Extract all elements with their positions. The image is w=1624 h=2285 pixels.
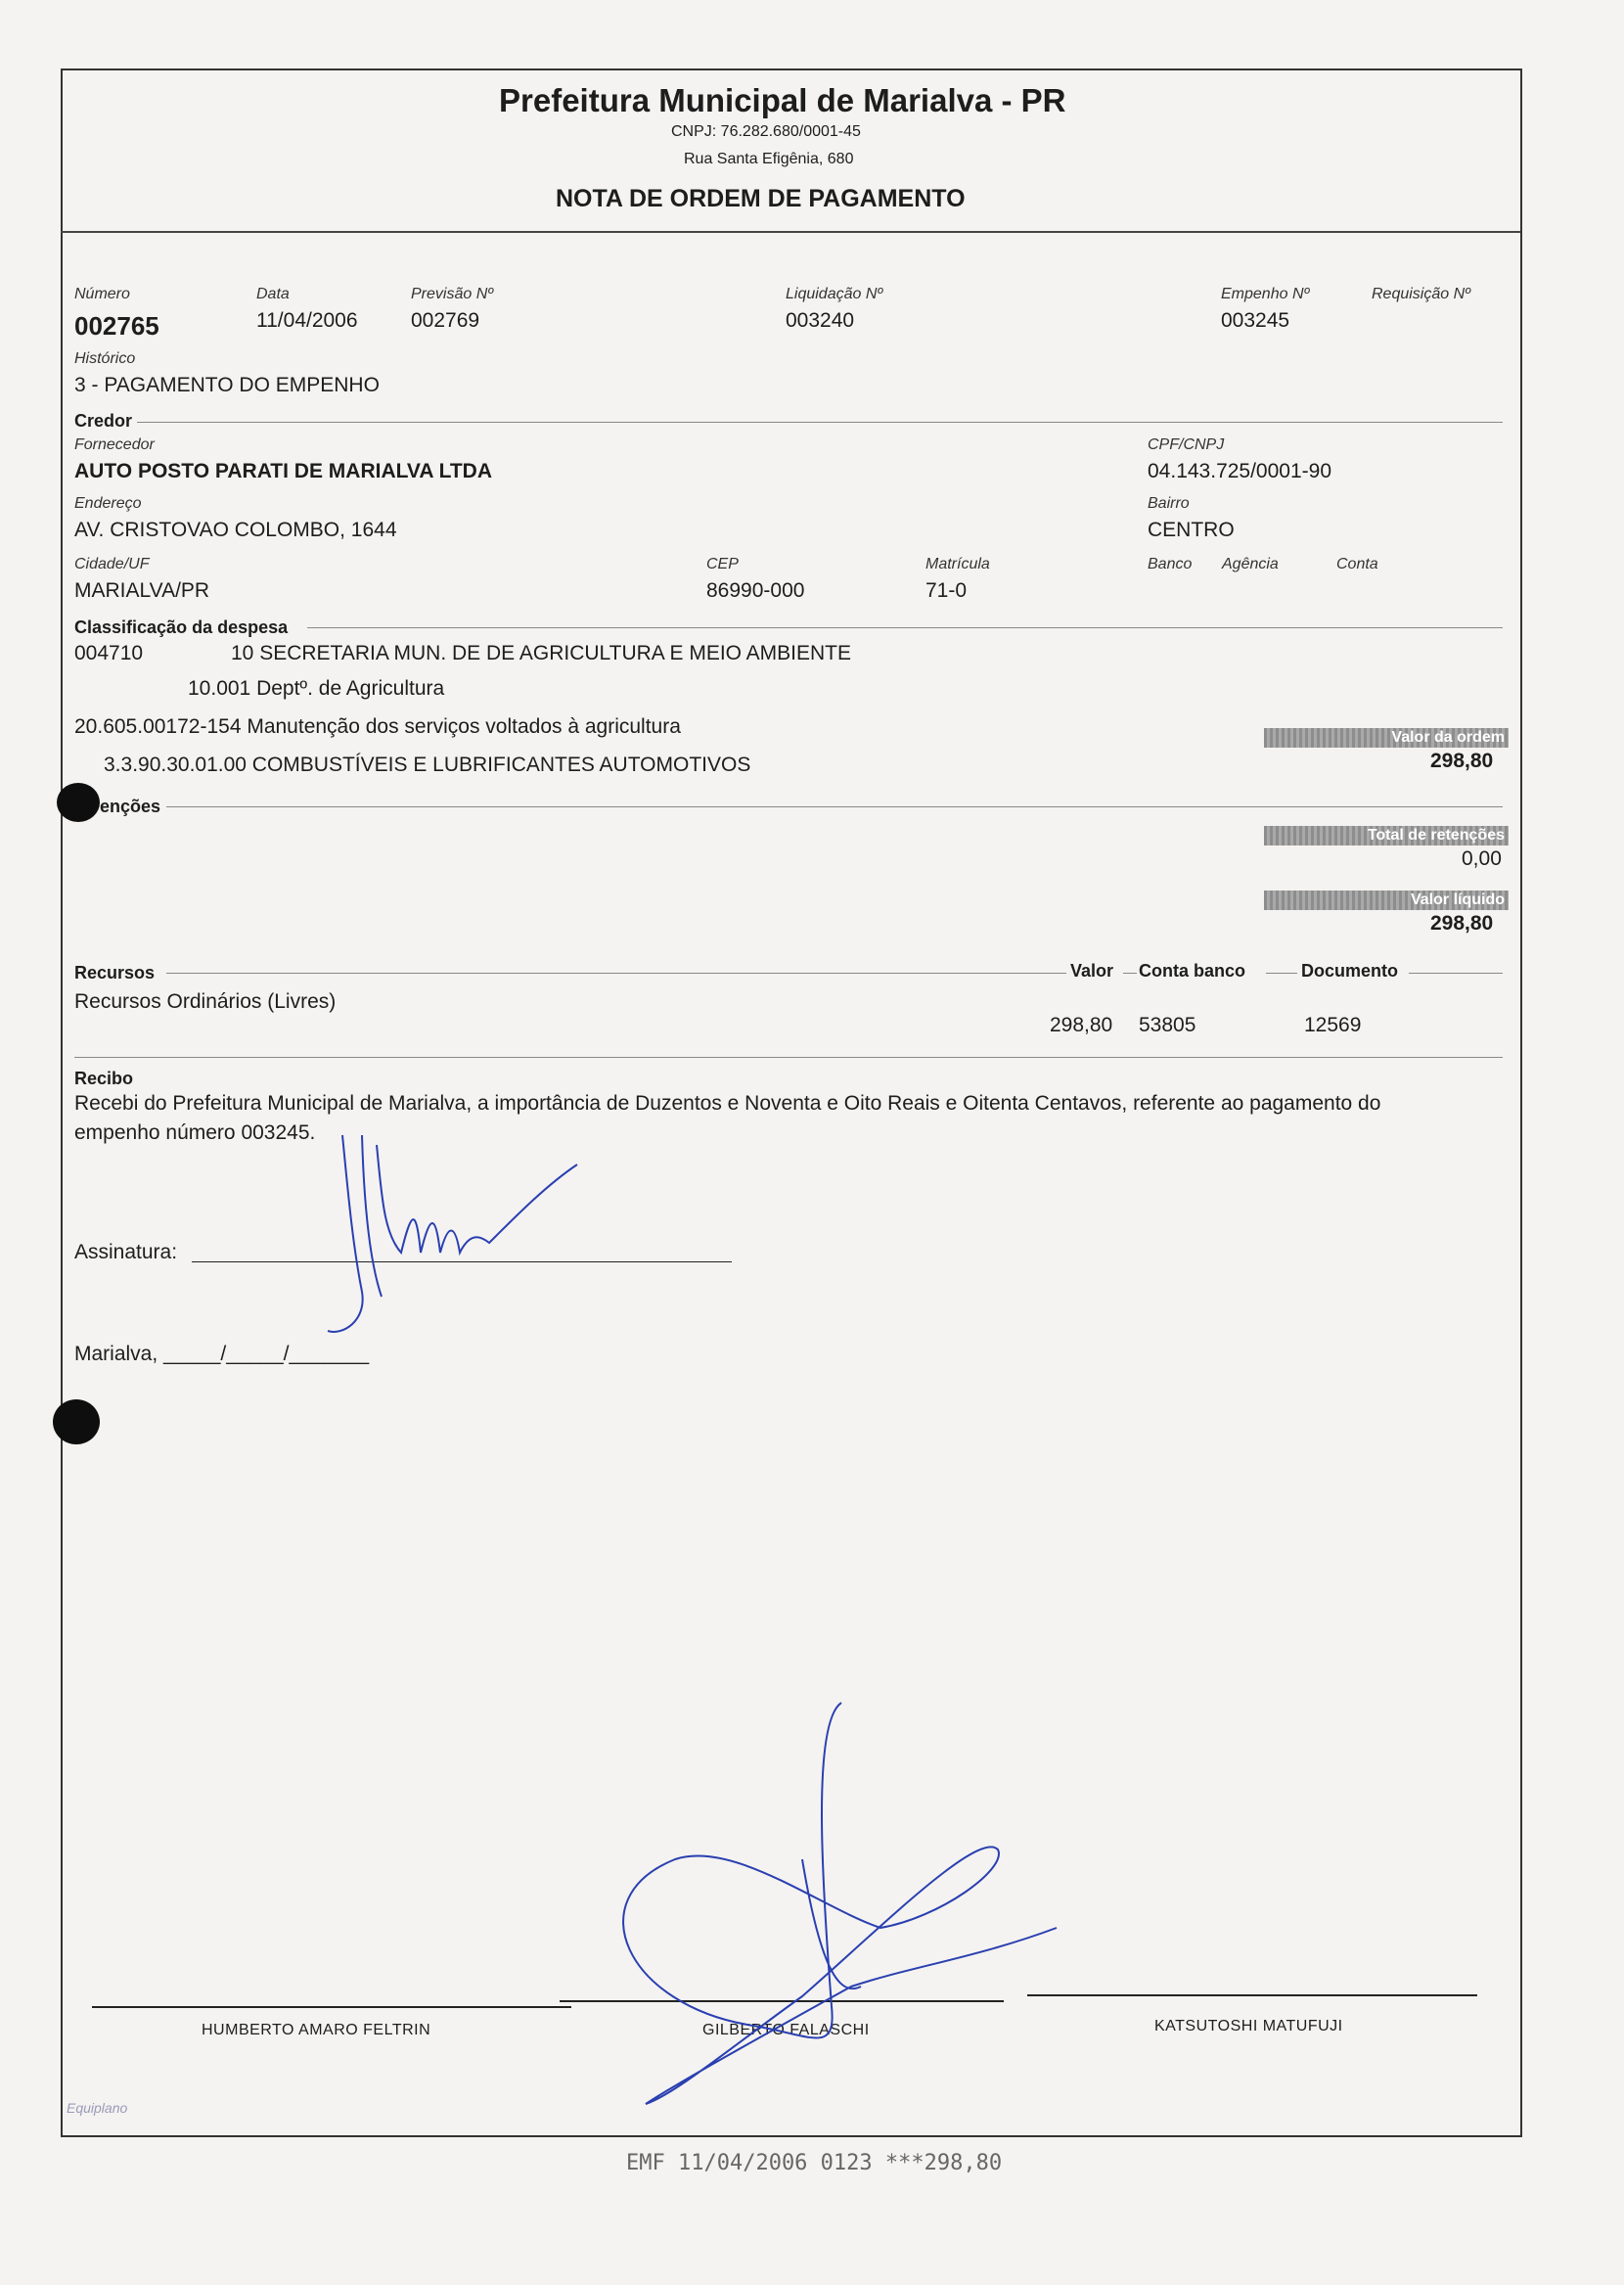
recursos-bottom-rule	[74, 1057, 1503, 1058]
valor-ordem-label: Valor da ordem	[1264, 728, 1509, 748]
numero-label: Número	[74, 286, 130, 302]
document-title: NOTA DE ORDEM DE PAGAMENTO	[556, 185, 966, 212]
cidade-label: Cidade/UF	[74, 556, 150, 572]
retencoes-rule	[166, 806, 1503, 807]
municipality-title: Prefeitura Municipal de Marialva - PR	[499, 82, 1066, 118]
historico-value: 3 - PAGAMENTO DO EMPENHO	[74, 374, 380, 396]
signatory-center: GILBERTO FALASCHI	[702, 2022, 870, 2038]
total-retencoes-label: Total de retenções	[1264, 826, 1509, 845]
header-divider	[61, 231, 1520, 233]
classificacao-line1: 10 SECRETARIA MUN. DE DE AGRICULTURA E MEIO AMBIENTE	[231, 642, 852, 664]
agencia-label: Agência	[1222, 556, 1279, 572]
ink-blot-bottom	[53, 1399, 100, 1444]
cpf-cnpj-label: CPF/CNPJ	[1148, 436, 1225, 453]
retencoes-section-title: enções	[100, 797, 161, 816]
classificacao-code: 004710	[74, 642, 144, 664]
liquidacao-label: Liquidação Nº	[786, 286, 883, 302]
classificacao-line4: 3.3.90.30.01.00 COMBUSTÍVEIS E LUBRIFICANTES AUTOMOTIVOS	[104, 754, 751, 776]
signatory-right: KATSUTOSHI MATUFUJI	[1154, 2018, 1343, 2034]
matricula-value: 71-0	[925, 579, 968, 602]
cep-value: 86990-000	[706, 579, 805, 602]
recursos-conta-header: Conta banco	[1139, 961, 1246, 981]
address-text: Rua Santa Efigênia, 680	[684, 151, 854, 167]
requisicao-label: Requisição Nº	[1372, 286, 1470, 302]
ink-blot-top	[57, 783, 100, 822]
recibo-text-line1: Recebi do Prefeitura Municipal de Marialva, a importância de Duzentos e Noventa e Oito Reais e Oitenta Centavos, referente ao pagamento do	[74, 1092, 1381, 1115]
conta-label: Conta	[1336, 556, 1378, 572]
signature-line-left	[92, 2006, 571, 2008]
recursos-documento-header: Documento	[1301, 961, 1398, 981]
cep-label: CEP	[706, 556, 739, 572]
recursos-valor-header: Valor	[1070, 961, 1114, 981]
cpf-cnpj-value: 04.143.725/0001-90	[1148, 460, 1332, 482]
bairro-value: CENTRO	[1148, 519, 1235, 541]
banco-label: Banco	[1148, 556, 1193, 572]
recursos-rule-4	[1409, 973, 1503, 974]
total-retencoes-value: 0,00	[1462, 847, 1502, 870]
classificacao-line3: 20.605.00172-154 Manutenção dos serviços voltados à agricultura	[74, 715, 681, 738]
recibo-text-line2: empenho número 003245.	[74, 1121, 316, 1144]
empenho-label: Empenho Nº	[1221, 286, 1310, 302]
cidade-value: MARIALVA/PR	[74, 579, 210, 602]
liquidacao-value: 003240	[786, 309, 855, 332]
recursos-rule	[166, 973, 1066, 974]
assinatura-label: Assinatura:	[74, 1241, 178, 1263]
recursos-rule-3	[1266, 973, 1297, 974]
recursos-section-title: Recursos	[74, 963, 156, 983]
recursos-rule-2	[1123, 973, 1137, 974]
previsao-label: Previsão Nº	[411, 286, 494, 302]
classificacao-rule	[307, 627, 1503, 628]
equiplano-brand: Equiplano	[67, 2100, 128, 2116]
signatory-left: HUMBERTO AMARO FELTRIN	[202, 2022, 431, 2038]
center-signature	[587, 1683, 1076, 2124]
endereco-value: AV. CRISTOVAO COLOMBO, 1644	[74, 519, 397, 541]
cnpj-text: CNPJ: 76.282.680/0001-45	[671, 123, 861, 140]
recursos-conta: 53805	[1139, 1014, 1196, 1036]
recursos-documento: 12569	[1304, 1014, 1362, 1036]
empenho-value: 003245	[1221, 309, 1290, 332]
fornecedor-label: Fornecedor	[74, 436, 155, 453]
credor-rule	[137, 422, 1503, 423]
credor-section-title: Credor	[74, 411, 133, 431]
recibo-section-title: Recibo	[74, 1069, 134, 1088]
signature-line-right	[1027, 1994, 1477, 1996]
data-label: Data	[256, 286, 290, 302]
recursos-descricao: Recursos Ordinários (Livres)	[74, 990, 337, 1013]
local-date-line: Marialva, _____/_____/_______	[74, 1343, 370, 1365]
classificacao-line2: 10.001 Deptº. de Agricultura	[188, 677, 445, 700]
recursos-valor: 298,80	[1050, 1014, 1113, 1036]
endereco-label: Endereço	[74, 495, 142, 512]
valor-liquido-label: Valor líquido	[1264, 891, 1509, 910]
receiver-signature	[323, 1125, 607, 1350]
previsao-value: 002769	[411, 309, 480, 332]
bairro-label: Bairro	[1148, 495, 1190, 512]
classificacao-section-title: Classificação da despesa	[74, 617, 289, 637]
valor-liquido-value: 298,80	[1430, 912, 1494, 935]
matricula-label: Matrícula	[925, 556, 990, 572]
data-value: 11/04/2006	[256, 309, 358, 332]
historico-label: Histórico	[74, 350, 136, 367]
numero-value: 002765	[74, 311, 159, 341]
valor-ordem-value: 298,80	[1430, 750, 1494, 772]
fornecedor-value: AUTO POSTO PARATI DE MARIALVA LTDA	[74, 460, 492, 482]
authentication-stamp: EMF 11/04/2006 0123 ***298,80	[626, 2151, 1003, 2175]
